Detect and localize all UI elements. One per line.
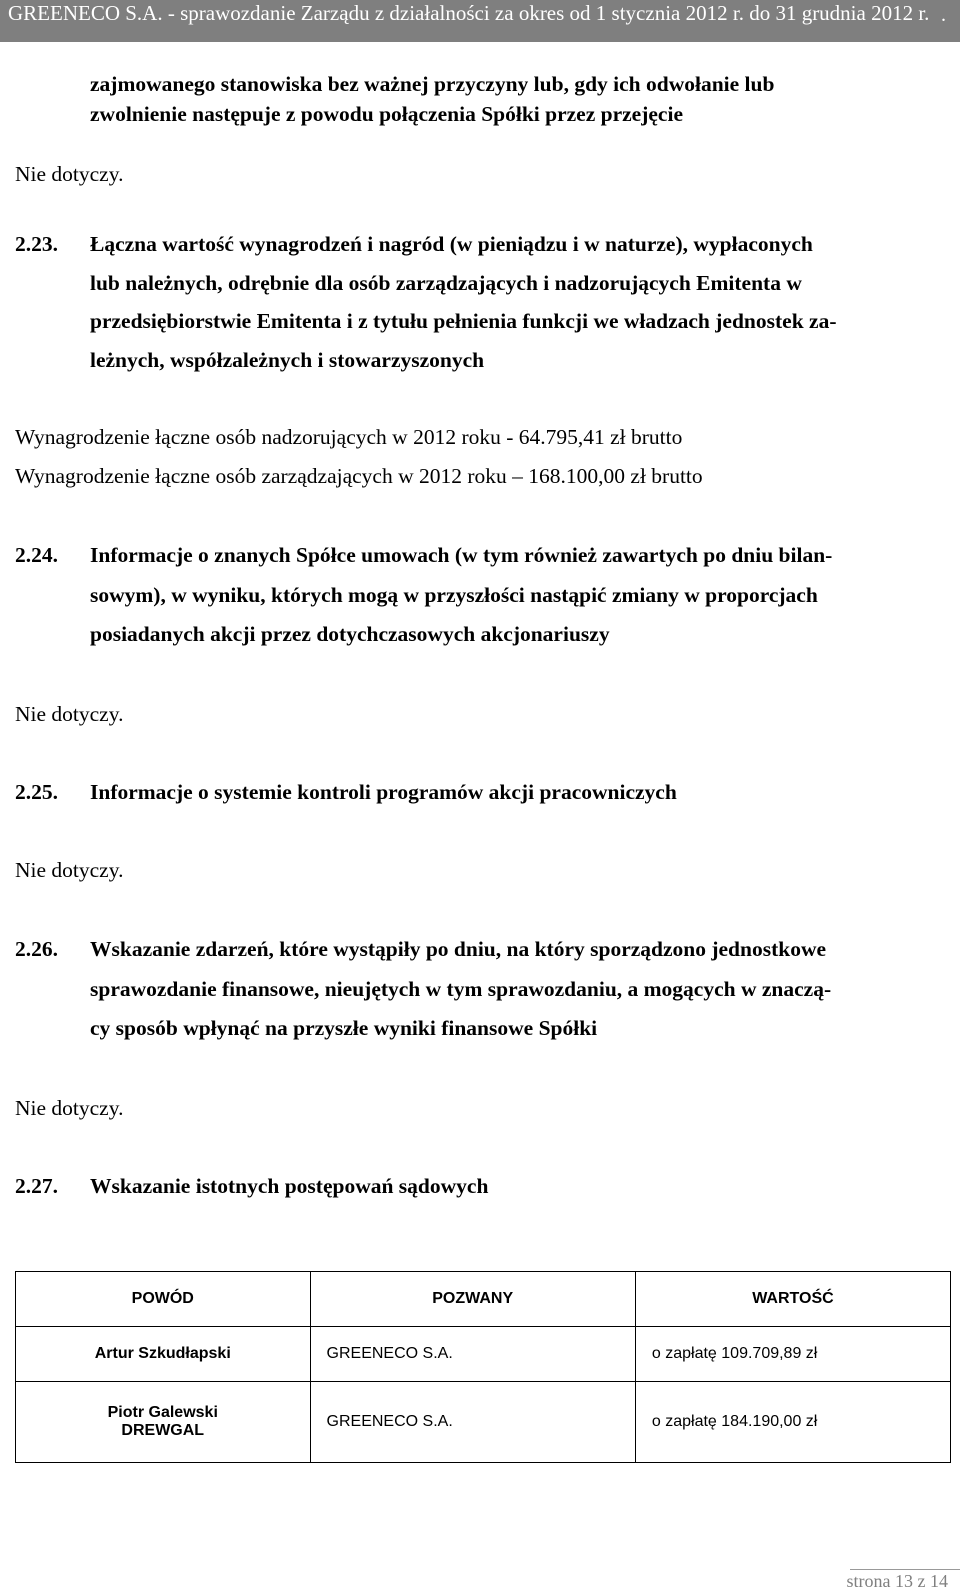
section-2-24-heading-line-3: posiadanych akcji przez dotychczasowych akcjonariuszy — [90, 622, 610, 646]
plaintiff-name: Artur Szkudłapski — [94, 1345, 231, 1362]
header-title: GREENECO S.A. - sprawozdanie Zarządu z działalności za okres od 1 stycznia 2012 r. do 31 grudnia 2012 r. — [8, 1, 930, 25]
intro-line-2: zwolnienie następuje z powodu połączenia Spółki przez przejęcie — [90, 102, 683, 126]
defendant-cell: GREENECO S.A. — [310, 1327, 635, 1382]
section-2-23-number: 2.23. — [15, 232, 58, 256]
section-2-24-answer: Nie dotyczy. — [15, 702, 124, 726]
page-number: strona 13 z 14 — [846, 1571, 948, 1591]
section-2-25-number: 2.25. — [15, 780, 58, 804]
table-header-row — [16, 1272, 951, 1327]
defendant-cell: GREENECO S.A. — [310, 1382, 635, 1463]
table-row — [16, 1382, 951, 1463]
section-2-23-heading-line-1: Łączna wartość wynagrodzeń i nagród (w pieniądzu i w naturze), wypłaconych — [90, 232, 813, 256]
plaintiff-cell — [16, 1382, 311, 1463]
section-2-26-heading-line-1: Wskazanie zdarzeń, które wystąpiły po dniu, na który sporządzono jednostkowe — [90, 937, 827, 961]
section-2-25-answer: Nie dotyczy. — [15, 858, 124, 882]
table-row — [16, 1327, 951, 1382]
management-pay-text: Wynagrodzenie łączne osób zarządzających w 2012 roku – 168.100,00 zł brutto — [15, 464, 703, 488]
value-cell: o zapłatę 184.190,00 zł — [635, 1382, 950, 1463]
header-mark: . — [941, 4, 946, 26]
section-2-27-heading: Wskazanie istotnych postępowań sądowych — [90, 1174, 489, 1198]
section-2-26-number: 2.26. — [15, 937, 58, 961]
section-2-24-heading-line-2: sowym), w wyniku, których mogą w przyszłości nastąpić zmiany w proporcjach — [90, 583, 818, 607]
section-2-24-number: 2.24. — [15, 543, 58, 567]
page-footer — [0, 1562, 960, 1593]
plaintiff-cell — [16, 1327, 311, 1382]
header-defendant: POZWANY — [310, 1272, 635, 1327]
section-2-26-heading-line-3: cy sposób wpłynąć na przyszłe wyniki finansowe Spółki — [90, 1016, 598, 1040]
header-value: WARTOŚĆ — [635, 1272, 950, 1327]
section-2-23-heading-line-4: leżnych, współzależnych i stowarzyszonych — [90, 348, 485, 372]
section-2-26-heading-line-2: sprawozdanie finansowe, nieujętych w tym sprawozdaniu, a mogących w znaczą- — [90, 977, 832, 1001]
supervisory-pay-text: Wynagrodzenie łączne osób nadzorujących w 2012 roku - 64.795,41 zł brutto — [15, 425, 683, 449]
intro-answer: Nie dotyczy. — [15, 162, 124, 186]
section-2-25-heading: Informacje o systemie kontroli programów akcji pracowniczych — [90, 780, 677, 804]
plaintiff-company: DREWGAL — [121, 1422, 205, 1439]
section-2-23-heading-line-2: lub należnych, odrębnie dla osób zarządzających i nadzorujących Emitenta w — [90, 271, 802, 295]
section-2-23-heading-line-3: przedsiębiorstwie Emitenta i z tytułu pełnienia funkcji we władzach jednostek za- — [90, 309, 837, 333]
intro-line-1: zajmowanego stanowiska bez ważnej przyczyny lub, gdy ich odwołanie lub — [90, 72, 775, 96]
section-2-27-number: 2.27. — [15, 1174, 58, 1198]
page-header — [0, 0, 960, 42]
section-2-24-heading-line-1: Informacje o znanych Spółce umowach (w tym również zawartych po dniu bilan- — [90, 543, 833, 567]
footer-rule — [850, 1569, 960, 1570]
section-2-26-answer: Nie dotyczy. — [15, 1096, 124, 1120]
value-cell: o zapłatę 109.709,89 zł — [635, 1327, 950, 1382]
lawsuits-table — [15, 1271, 951, 1463]
header-plaintiff: POWÓD — [16, 1272, 311, 1327]
plaintiff-name: Piotr Galewski — [107, 1404, 218, 1421]
